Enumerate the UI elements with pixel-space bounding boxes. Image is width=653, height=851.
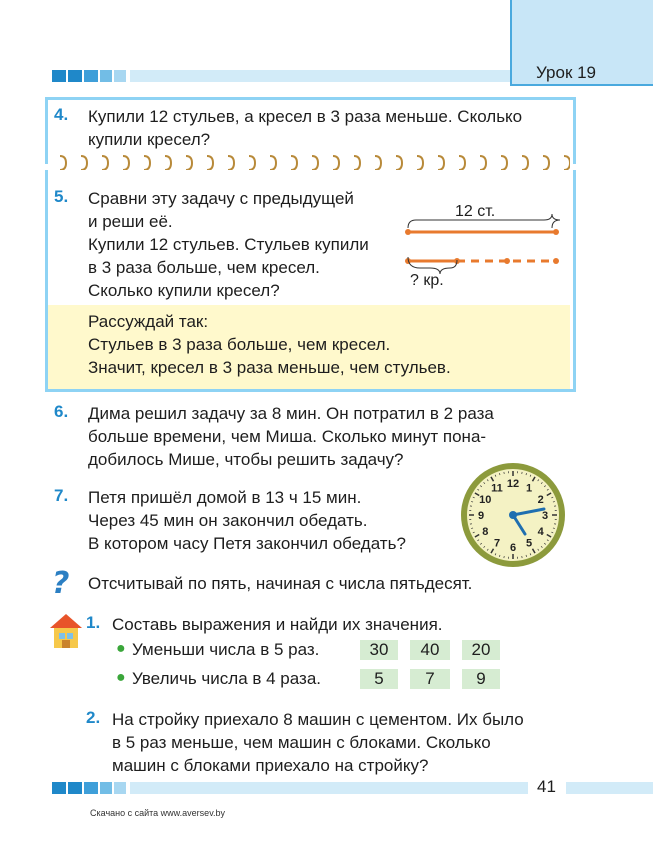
segment-point xyxy=(504,258,510,264)
spiral-ring xyxy=(501,156,507,170)
spiral-ring xyxy=(291,156,297,170)
footer-square xyxy=(114,782,126,794)
hw1-text: Составь выражения и найди их значения. xyxy=(112,615,443,634)
value-box: 7 xyxy=(410,669,450,689)
header-rule-accent xyxy=(512,84,653,86)
header-square xyxy=(114,70,126,82)
task4-number: 4. xyxy=(54,105,69,124)
bullet-icon: ● xyxy=(116,669,126,686)
page-number: 41 xyxy=(537,777,556,796)
diagram-bottom-label: ? кр. xyxy=(410,272,444,289)
task5-number: 5. xyxy=(54,187,69,206)
clock-number: 5 xyxy=(525,537,533,550)
value-box: 30 xyxy=(360,640,398,660)
spiral-ring xyxy=(564,156,570,170)
task7-number: 7. xyxy=(54,486,69,505)
hw2-number: 2. xyxy=(86,708,101,727)
header-square xyxy=(52,70,66,82)
spiral-ring xyxy=(249,156,255,170)
spiral-ring xyxy=(102,156,108,170)
clock-number: 7 xyxy=(493,537,501,550)
spiral-ring xyxy=(522,156,528,170)
spiral-ring xyxy=(375,156,381,170)
clock-number: 11 xyxy=(491,482,503,495)
spiral-ring xyxy=(480,156,486,170)
footer-rule xyxy=(566,782,653,794)
spiral-ring xyxy=(165,156,171,170)
spiral-ring xyxy=(438,156,444,170)
house-icon xyxy=(48,612,84,650)
clock-number: 9 xyxy=(477,510,485,522)
footer-square xyxy=(52,782,66,794)
spiral-ring xyxy=(333,156,339,170)
clock-number: 4 xyxy=(537,526,544,538)
spiral-ring xyxy=(81,156,87,170)
header-rule xyxy=(130,70,510,82)
spiral-ring xyxy=(186,156,192,170)
source-note: Скачано с сайта www.aversev.by xyxy=(90,808,226,818)
clock-number: 2 xyxy=(537,494,544,506)
lesson-title: Урок 19 xyxy=(536,63,597,82)
clock-number: 12 xyxy=(506,478,520,490)
spiral-ring xyxy=(417,156,423,170)
puzzle-text: Отсчитывай по пять, начиная с числа пятьдесят. xyxy=(88,574,473,593)
spiral-ring xyxy=(207,156,213,170)
footer-rule xyxy=(130,782,528,794)
spiral-ring xyxy=(123,156,129,170)
svg-text:?: ? xyxy=(52,567,70,599)
segment-point xyxy=(405,229,411,235)
diagram-top-label: 12 ст. xyxy=(455,203,496,220)
value-box: 9 xyxy=(462,669,500,689)
header-square xyxy=(68,70,82,82)
task5-text: Сравни эту задачу с предыдущей и реши её. Купили 12 стульев. Стульев купили в 3 раза больше, чем кресел. Сколько купили кресел? xyxy=(88,189,369,300)
clock-number: 3 xyxy=(541,510,549,522)
clock-number: 6 xyxy=(509,542,517,554)
clock-number: 8 xyxy=(482,526,489,538)
spiral-ring xyxy=(312,156,318,170)
spiral-ring xyxy=(543,156,549,170)
task6-number: 6. xyxy=(54,402,69,421)
footer-square xyxy=(84,782,98,794)
task4-text: Купили 12 стульев, а кресел в 3 раза меньше. Сколько купили кресел? xyxy=(88,107,523,149)
segment-point xyxy=(553,258,559,264)
spiral-ring xyxy=(459,156,465,170)
hw1-row2-label: Увеличь числа в 4 раза. xyxy=(132,669,322,688)
value-box: 5 xyxy=(360,669,398,689)
footer-square xyxy=(68,782,82,794)
clock-number: 1 xyxy=(525,482,533,495)
segment-point xyxy=(553,229,559,235)
header-square xyxy=(100,70,112,82)
hw2-text: На стройку приехало 8 машин с цементом. Их было в 5 раз меньше, чем машин с блоками. Сколько машин с блоками приехало на стройку? xyxy=(112,710,524,775)
clock-image xyxy=(458,460,568,570)
spiral-ring xyxy=(228,156,234,170)
value-box: 20 xyxy=(462,640,500,660)
question-icon xyxy=(50,567,76,599)
hint-text: Рассуждай так: Стульев в 3 раза больше, чем кресел. Значит, кресел в 3 раза меньше, чем стульев. xyxy=(88,312,451,377)
clock-center xyxy=(509,511,517,519)
footer-square xyxy=(100,782,112,794)
hw1-row1-label: Уменьши числа в 5 раз. xyxy=(132,640,320,659)
spiral-ring xyxy=(270,156,276,170)
spiral-ring xyxy=(396,156,402,170)
task6-text: Дима решил задачу за 8 мин. Он потратил в 2 раза больше времени, чем Миша. Сколько минут пона- добилось Мише, чтобы решить задачу? xyxy=(88,404,494,469)
bullet-icon: ● xyxy=(116,640,126,657)
value-box: 40 xyxy=(410,640,450,660)
header-square xyxy=(84,70,98,82)
hw1-number: 1. xyxy=(86,613,101,632)
clock-number: 10 xyxy=(479,494,492,506)
spiral-ring xyxy=(354,156,360,170)
spiral-ring xyxy=(144,156,150,170)
spiral-ring xyxy=(60,156,66,170)
task7-text: Петя пришёл домой в 13 ч 15 мин. Через 45 мин он закончил обедать. В котором часу Петя закончил обедать? xyxy=(88,488,406,553)
